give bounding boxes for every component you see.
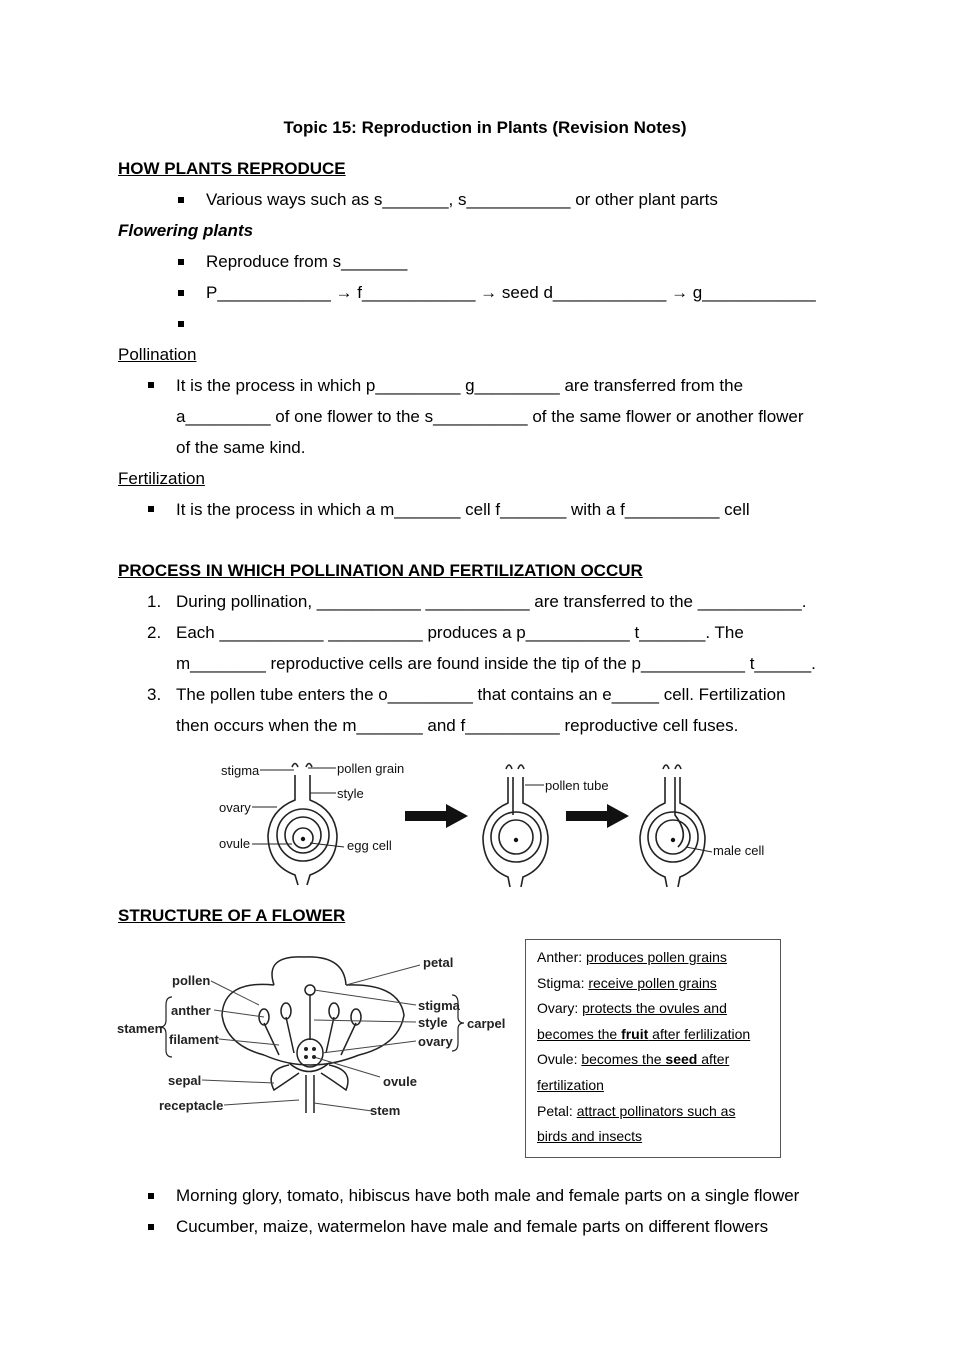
- label-anther: anther: [171, 1003, 211, 1018]
- info-ovule-cont: fertilization: [537, 1076, 604, 1093]
- info-ovary-cont: becomes the fruit after ferlilization: [537, 1025, 751, 1042]
- bullet-square: [148, 506, 154, 512]
- bullet-square: [178, 259, 184, 265]
- process-item-3b: then occurs when the m_______ and f__________ reproductive cell fuses.: [176, 716, 739, 735]
- bullet-square: [148, 1193, 154, 1199]
- bottom-bullet-1: Morning glory, tomato, hibiscus have both male and female parts on a single flower: [176, 1186, 800, 1205]
- label-ovary: ovary: [219, 800, 251, 815]
- heading-how-plants-reproduce: HOW PLANTS REPRODUCE: [118, 159, 346, 178]
- process-item-2b: m________ reproductive cells are found inside the tip of the p___________ t______.: [176, 654, 816, 673]
- process-item-3a: The pollen tube enters the o_________ that contains an e_____ cell. Fertilization: [176, 685, 786, 704]
- flower-parts-info-box: [525, 939, 781, 1158]
- label-petal: petal: [423, 955, 454, 970]
- heading-fertilization: Fertilization: [118, 469, 205, 488]
- fertilization-diagram: [210, 755, 780, 895]
- ovary-illustration-1: [268, 764, 337, 886]
- label-style: style: [337, 786, 364, 801]
- label-male-cell: male cell: [713, 843, 765, 858]
- label-stem: stem: [370, 1103, 401, 1118]
- how-bullet-2: Reproduce from s_______: [206, 252, 408, 271]
- process-item-1: During pollination, ___________ ___________ are transferred to the ___________.: [176, 592, 807, 611]
- label-pollen-tube: pollen tube: [545, 778, 609, 793]
- label-stamen: stamen: [117, 1021, 163, 1036]
- label-egg-cell: egg cell: [347, 838, 392, 853]
- label-stigma: stigma: [418, 998, 460, 1013]
- info-petal-cont: birds and insects: [537, 1128, 643, 1145]
- how-bullet-3: P____________ → f____________ → seed d____________ → g____________: [206, 283, 816, 302]
- arrow-right-icon: [405, 804, 468, 828]
- pollination-line-2: a_________ of one flower to the s__________ of the same flower or another flower: [176, 407, 804, 426]
- info-anther: Anther: produces pollen grains: [537, 949, 727, 965]
- heading-pollination: Pollination: [118, 345, 197, 364]
- heading-process: PROCESS IN WHICH POLLINATION AND FERTILIZATION OCCUR: [118, 561, 643, 580]
- label-pollen: pollen: [172, 973, 211, 988]
- petal-shape: [272, 957, 346, 985]
- list-number: 1.: [147, 592, 162, 611]
- info-ovule: Ovule: becomes the seed after: [537, 1051, 730, 1068]
- page-title: Topic 15: Reproduction in Plants (Revision Notes): [283, 118, 687, 137]
- label-carpel: carpel: [467, 1016, 506, 1031]
- list-number: 2.: [147, 623, 162, 642]
- heading-structure-of-flower: STRUCTURE OF A FLOWER: [118, 906, 346, 925]
- label-style: style: [418, 1015, 448, 1030]
- bullet-square: [178, 197, 184, 203]
- how-bullet-1: Various ways such as s_______, s___________ or other plant parts: [206, 190, 718, 209]
- bullet-square: [148, 1224, 154, 1230]
- fertilization-line-1: It is the process in which a m_______ cell f_______ with a f__________ cell: [176, 500, 750, 519]
- label-filament: filament: [169, 1032, 219, 1047]
- bullet-square: [178, 290, 184, 296]
- info-ovary: Ovary: protects the ovules and: [537, 1000, 727, 1017]
- ovary-illustration-3: [640, 765, 705, 887]
- label-ovary: ovary: [418, 1034, 453, 1049]
- label-receptacle: receptacle: [159, 1098, 224, 1113]
- label-pollen-grain: pollen grain: [337, 761, 405, 776]
- info-petal: Petal: attract pollinators such as: [537, 1102, 736, 1119]
- bullet-square-empty: [178, 321, 184, 327]
- bullet-square: [148, 382, 154, 388]
- heading-flowering-plants: Flowering plants: [118, 221, 254, 240]
- label-ovule: ovule: [219, 836, 251, 851]
- pollination-line-1: It is the process in which p_________ g_________ are transferred from the: [176, 376, 744, 395]
- info-stigma: Stigma: receive pollen grains: [537, 974, 717, 991]
- pollination-line-3: of the same kind.: [176, 438, 306, 457]
- flower-structure-diagram: [114, 945, 514, 1125]
- label-sepal: sepal: [168, 1073, 202, 1088]
- arrow-right-icon: [566, 804, 629, 828]
- ovary-illustration-2: [483, 765, 548, 887]
- list-number: 3.: [147, 685, 162, 704]
- label-stigma: stigma: [221, 763, 260, 778]
- label-ovule: ovule: [383, 1074, 417, 1089]
- process-item-2a: Each ___________ __________ produces a p___________ t_______. The: [176, 623, 744, 642]
- bottom-bullet-2: Cucumber, maize, watermelon have male and female parts on different flowers: [176, 1217, 769, 1236]
